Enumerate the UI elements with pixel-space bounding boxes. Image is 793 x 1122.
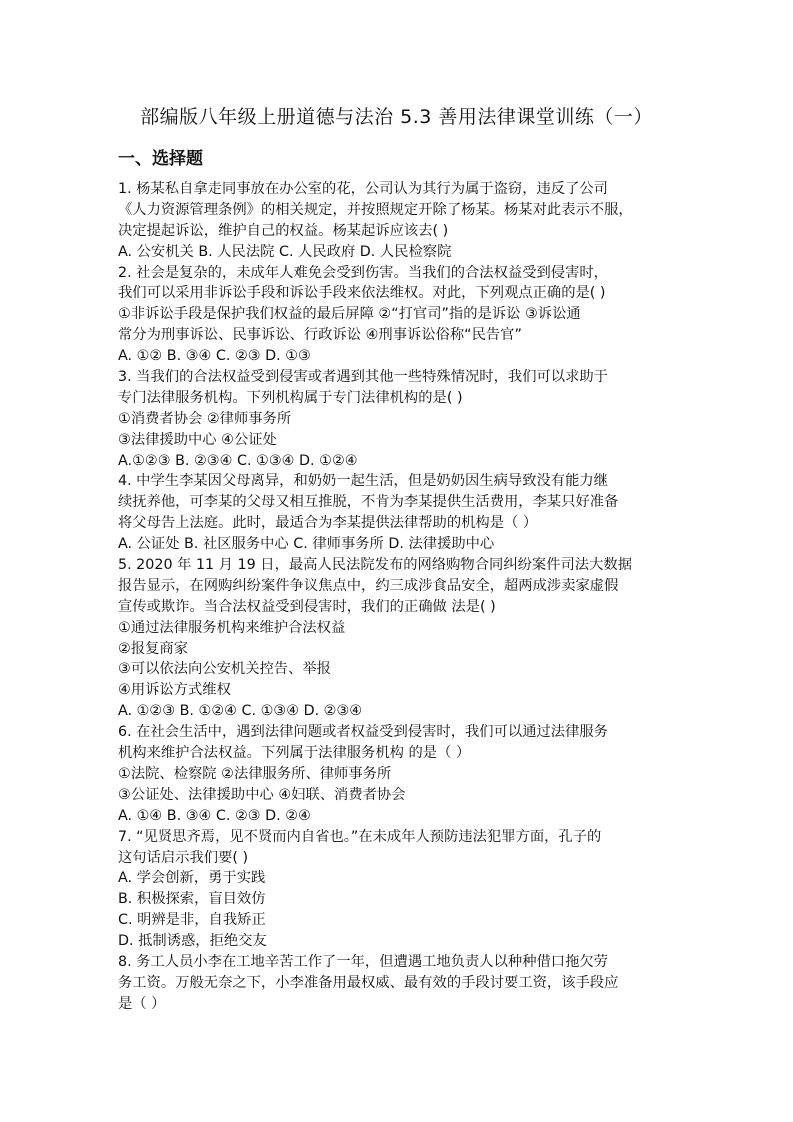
text-line: ①通过法律服务机构来维护合法权益 xyxy=(118,619,346,636)
text-line: A. ①② B. ③④ C. ②③ D. ①③ xyxy=(118,348,311,365)
text-line: D. 抵制诱惑，拒绝交友 xyxy=(118,933,267,950)
text-line: ①非诉讼手段是保护我们权益的最后屏障 ②“打官司”指的是诉讼 ③诉讼通 xyxy=(118,306,581,323)
text-line: 常分为刑事诉讼、民事诉讼、行政诉讼 ④刑事诉讼俗称“民告官” xyxy=(118,327,522,344)
text-line: ②报复商家 xyxy=(118,640,189,657)
text-line: A. ①②③ B. ①②④ C. ①③④ D. ②③④ xyxy=(118,703,363,720)
text-line: 宣传或欺诈。当合法权益受到侵害时，我们的正确做 法是( ) xyxy=(118,598,496,615)
section-heading: 一、选择题 xyxy=(118,149,203,169)
text-line: ③公证处、法律援助中心 ④妇联、消费者协会 xyxy=(118,786,406,803)
text-line: 《人力资源管理条例》的相关规定，并按照规定开除了杨某。杨某对此表示不服， xyxy=(118,201,633,218)
text-line: A.①②③ B. ②③④ C. ①③④ D. ①②④ xyxy=(118,452,358,469)
text-line: 8. 务工人员小李在工地辛苦工作了一年，但遭遇工地负责人以种种借口拖欠劳 xyxy=(118,953,608,970)
text-line: 6. 在社会生活中，遇到法律问题或者权益受到侵害时，我们可以通过法律服务 xyxy=(118,724,608,741)
text-line: ①法院、检察院 ②法律服务所、律师事务所 xyxy=(118,765,392,782)
text-line: 报告显示，在网购纠纷案件争议焦点中，约三成涉食品安全，超两成涉卖家虚假 xyxy=(118,577,619,594)
text-line: 我们可以采用非诉讼手段和诉讼手段来依法维权。对此，下列观点正确的是( ) xyxy=(118,285,606,302)
text-line: C. 明辨是非，自我矫正 xyxy=(118,912,266,929)
text-line: ①消费者协会 ②律师事务所 xyxy=(118,410,292,427)
text-line: 将父母告上法庭。此时，最适合为李某提供法律帮助的机构是（ ） xyxy=(118,515,538,532)
text-line: ③可以依法向公安机关控告、举报 xyxy=(118,661,331,678)
text-line: 是（ ） xyxy=(118,995,166,1012)
text-line: 3. 当我们的合法权益受到侵害或者遇到其他一些特殊情况时，我们可以求助于 xyxy=(118,369,608,386)
text-line: 专门法律服务机构。下列机构属于专门法律机构的是( ) xyxy=(118,389,463,406)
text-line: A. 学会创新，勇于实践 xyxy=(118,870,266,887)
text-line: ④用诉讼方式维权 xyxy=(118,682,231,699)
text-line: B. 积极探索，盲目效仿 xyxy=(118,891,266,908)
text-line: 续抚养他，可李某的父母又相互推脱，不肯为李某提供生活费用，李某只好准备 xyxy=(118,494,619,511)
text-line: A. 公证处 B. 社区服务中心 C. 律师事务所 D. 法律援助中心 xyxy=(118,536,495,553)
text-line: 5. 2020 年 11 月 19 日，最高人民法院发布的网络购物合同纠纷案件司法大数据 xyxy=(118,557,632,574)
document-title: 部编版八年级上册道德与法治 5.3 善用法律课堂训练（一） xyxy=(140,106,653,128)
text-line: 决定提起诉讼，维护自己的权益。杨某起诉应该去( ) xyxy=(118,222,449,239)
text-line: 机构来维护合法权益。下列属于法律服务机构 的是（ ） xyxy=(118,745,471,762)
text-line: 4. 中学生李某因父母离异，和奶奶一起生活，但是奶奶因生病导致没有能力继 xyxy=(118,473,608,490)
question-body xyxy=(118,179,678,1015)
text-line: A. ①④ B. ③④ C. ②③ D. ②④ xyxy=(118,807,311,824)
text-line: 这句话启示我们要( ) xyxy=(118,849,249,866)
text-line: 1. 杨某私自拿走同事放在办公室的花，公司认为其行为属于盗窃，违反了公司 xyxy=(118,181,608,197)
text-line: A. 公安机关 B. 人民法院 C. 人民政府 D. 人民检察院 xyxy=(118,243,452,260)
text-line: ③法律援助中心 ④公证处 xyxy=(118,431,277,448)
text-line: 2. 社会是复杂的，未成年人难免会受到伤害。当我们的合法权益受到侵害时， xyxy=(118,264,608,281)
text-line: 7. “见贤思齐焉，见不贤而内自省也。”在未成年人预防违法犯罪方面，孔子的 xyxy=(118,828,602,845)
text-line: 务工资。万般无奈之下，小李准备用最权威、最有效的手段讨要工资，该手段应 xyxy=(118,974,619,991)
